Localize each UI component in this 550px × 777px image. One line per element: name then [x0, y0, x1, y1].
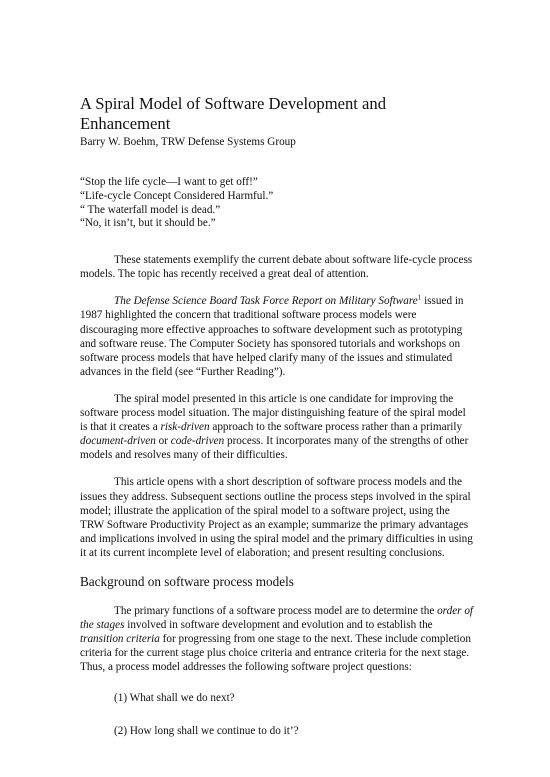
paragraph-process-functions: [80, 604, 475, 674]
paragraph-text: issued in 1987 highlighted the concern that traditional software process models were discouraging more effective approaches to software development such as prototyping and software reuse. The Computer Society has sponsored tutorials and workshops on software process models that have helped clarify many of the issues and stimulated advances in the field (see “Further Reading”).: [80, 295, 464, 378]
paragraph-overview: This article opens with a short description of software process models and the issues they address. Subsequent sections outline the process steps involved in the spiral model; illustrate the application of the spiral model to a software project, using the TRW Software Productivity Project as an example; summarize the primary advantages and implications involved in using the spiral model and the primary difficulties in using it at its current incomplete level of elaboration; and present resulting conclusions.: [80, 476, 473, 559]
paragraph-text: process. It incorporates many of the strengths of other models and resolves many of their difficulties.: [80, 435, 469, 462]
section-heading: Background on software process models: [80, 573, 294, 589]
paragraph-dsb-report: [80, 294, 475, 379]
paragraph-text: or: [155, 435, 171, 448]
paragraph-text: approach to the software process rather than a primarily: [209, 421, 463, 434]
paragraph-text: The primary functions of a software process model are to determine the: [114, 604, 438, 617]
emphasis-text: document-driven: [80, 435, 156, 448]
emphasis-text: risk-driven: [160, 421, 210, 434]
footnote-ref: 1: [417, 293, 422, 302]
article-title: A Spiral Model of Software Development and Enhancement: [80, 94, 386, 133]
quote-line: “Life-cycle Concept Considered Harmful.”: [80, 189, 274, 202]
emphasis-text: order of the stages: [80, 604, 474, 632]
question-item: (1) What shall we do next?: [114, 692, 235, 705]
emphasis-text: code-driven: [170, 435, 225, 448]
emphasis-text: transition criteria: [80, 633, 160, 646]
paragraph-text: involved in software development and evolution and to establish the: [124, 619, 433, 632]
quote-line: “ The waterfall model is dead.”: [80, 203, 221, 216]
paragraph-intro: These statements exemplify the current debate about software life-cycle process models. The topic has recently received a great deal of attention.: [80, 254, 473, 281]
article-author: Barry W. Boehm, TRW Defense Systems Group: [80, 136, 296, 148]
paragraph-text: for progressing from one stage to the next. These include completion criteria for the current stage plus choice criteria and entrance criteria for the next stage. Thus, a process model addresses the following software project questions:: [80, 633, 471, 674]
quote-line: “No, it isn’t, but it should be.”: [80, 217, 216, 230]
paragraph-spiral-model: [80, 392, 475, 462]
quote-line: “Stop the life cycle—I want to get off!”: [80, 176, 258, 188]
paragraph-text: The spiral model presented in this article is one candidate for improving the software process model situation. The major distinguishing feature of the spiral model is that it creates a: [80, 392, 466, 434]
report-title: The Defense Science Board Task Force Report on Military Software: [114, 295, 418, 308]
epigraph-quotes: [80, 176, 475, 231]
question-item: (2) How long shall we continue to do it’?: [114, 725, 299, 738]
document-page: [80, 94, 475, 738]
